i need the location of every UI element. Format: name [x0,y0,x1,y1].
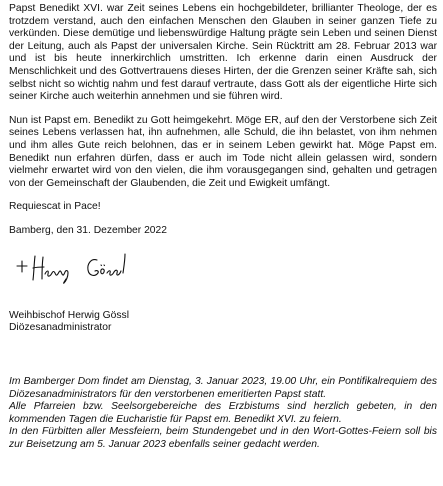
announcement-line-1: Im Bamberger Dom findet am Dienstag, 3. Januar 2023, 19.00 Uhr, ein Pontifikalrequiem des Diözesanadministrators für den verstorbenen emeritierten Papst statt. [9,376,437,400]
requiescat-line: Requiescat in Pace! [9,201,101,213]
announcement-line-3: In den Fürbitten aller Messfeiern, beim Stundengebet und in den Wort-Gottes-Feiern soll bis zur Beisetzung am 5. Januar 2023 ebenfalls seiner gedacht werden. [9,426,437,450]
announcement-line-2: Alle Pfarreien bzw. Seelsorgebereiche des Erzbistums sind herzlich gebeten, in den kommenden Tagen die Eucharistie für Papst em. Benedikt XVI. zu feiern. [9,401,437,425]
letter-body [9,3,437,335]
body-paragraph-2: Nun ist Papst em. Benedikt zu Gott heimgekehrt. Möge ER, auf den der Verstorbene sich Zeit seines Lebens verlassen hat, ihn aufnehmen, alle Schuld, die ihn belastet, von ihm nehmen und ihm alles Gute reich belohnen, das er in seinem Leben gewirkt hat. Möge Papst em. Benedikt nun erfahren dürfen, dass er auch im Tode nicht allein gelassen wird, sondern vielmehr erwartet wird von den vielen, die ihm vorausgegangen sind, gehalten und getragen von der Gemeinschaft der Glaubenden, die Zeit und Ewigkeit umfängt. [9,114,437,189]
dateline: Bamberg, den 31. Dezember 2022 [9,224,167,236]
handwritten-signature [9,246,437,292]
announcement-block [9,376,437,452]
signature-drawing [11,246,131,288]
body-paragraph-1: Papst Benedikt XVI. war Zeit seines Lebens ein hochgebildeter, brillianter Theologe, der es trotzdem verstand, auch den einfachen Menschen den Glauben in seiner ganzen Tiefe zu verkünden. Diese demütige und liebenswürdige Haltung prägte sein Leben und seinen Dienst der Leitung, auch als Papst der universalen Kirche. Sein Rücktritt am 28. Februar 2013 war und ist bis heute innerkirchlich umstritten. Ich erkenne darin einen Ausdruck der Menschlichkeit und des Gottvertrauens dieses Hirten, der die Grenzen seiner Kräfte sah, sich selbst nicht so wichtig nahm und fest darauf vertraute, dass Gott als der eigentliche Hirte sich seiner Kirche auch weiterhin annehmen und sie führen wird. [9,3,437,103]
signer-title: Diözesanadministrator [9,322,112,334]
signer-name: Weihbischof Herwig Gössl [9,309,129,321]
